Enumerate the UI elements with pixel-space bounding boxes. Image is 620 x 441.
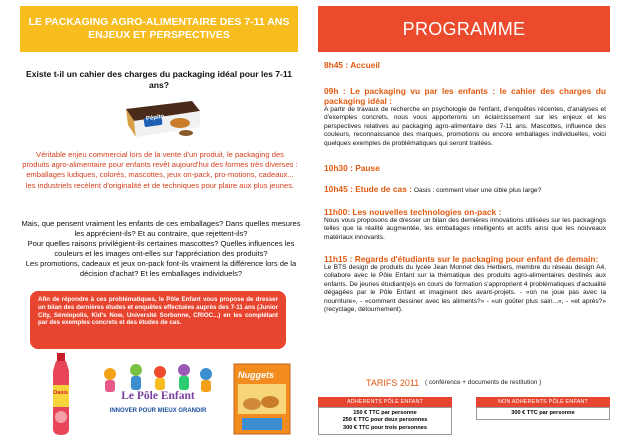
program-heading: 10h45 : Etude de cas : — [324, 184, 412, 194]
adherents-header: ADHERENTS PÔLE ENFANT — [318, 397, 452, 407]
program-item-pause — [324, 163, 606, 173]
price-line: 300 € TTC pour trois personnes — [343, 424, 427, 431]
program-item-accueil — [324, 60, 606, 70]
price-table — [318, 397, 610, 437]
non-adherents-column — [476, 397, 610, 420]
price-line: 250 € TTC pour deux personnes — [342, 417, 428, 424]
program-heading: 8h45 : Accueil — [324, 60, 381, 70]
oasis-bottle-image — [44, 353, 78, 435]
adherents-prices — [318, 407, 452, 435]
nuggets-box-image — [232, 362, 292, 436]
program-item-packaging — [324, 86, 606, 148]
question-line-2: Pour quelles raisons privilégient-ils certaines mascottes? Quelles influences les couleurs et les images ont-elles sur l'appréciation des produits? — [27, 239, 295, 259]
program-item-etudiants — [324, 254, 606, 314]
pole-enfant-logo — [96, 362, 220, 424]
pepito-brand-label: Pépito — [145, 113, 165, 123]
questions-block — [20, 219, 302, 280]
left-header-title: LE PACKAGING AGRO-ALIMENTAIRE DES 7-11 ANS ENJEUX ET PERSPECTIVES — [20, 6, 298, 52]
program-body: Nous vous proposons de dresser un bilan des dernières innovations utilisées sur les packagings telles que la réalité augmentée, les emballages intelligents et actifs ainsi que les nouveaux matériaux innovants. — [324, 217, 606, 241]
program-heading: 10h30 : Pause — [324, 163, 380, 173]
adherents-column — [318, 397, 452, 435]
program-body: Oasis : comment viser une cible plus large? — [413, 187, 542, 194]
program-heading: 11h15 : Regards d'étudiants sur le packaging pour enfant de demain: — [324, 254, 599, 264]
price-line: 150 € TTC par personne — [353, 410, 417, 416]
logo-tagline: INNOVER POUR MIEUX GRANDIR — [109, 408, 207, 414]
main-question: Existe t-il un cahier des charges du packaging idéal pour les 7-11 ans? — [25, 69, 293, 90]
tarifs-note: ( conférence + documents de restitution ) — [425, 379, 542, 386]
program-heading: 09h : Le packaging vu par les enfants : le cahier des charges du packaging idéal : — [324, 86, 606, 106]
intro-paragraph: Véritable enjeu commercial lors de la vente d'un produit, le packaging des produits agro-alimentaire pour enfants revêt aujourd'hui des formes très diverses : emballages ludiques, colorés, mascottes, jeux on-pack, pro-motions, cadeaux... les industriels recèlent d'originalité et de techniques pour plaire aux plus jeunes. — [22, 150, 298, 190]
highlight-box: Afin de répondre à ces problématiques, le Pôle Enfant vous propose de dresser un bilan des dernières études et enquêtes effectuées auprès des 7-11 ans (Junior City, Sémiopolis, Kid's Now, Université Sorbonne, CRIOC...) en les complétant par des exemples concrets et des études de cas. — [30, 291, 286, 349]
non-adherents-header: NON ADHERENTS PÔLE ENFANT — [476, 397, 610, 407]
logo-title: Le Pôle Enfant — [121, 390, 195, 402]
programme-header: PROGRAMME — [318, 6, 610, 52]
question-line-1: Mais, que pensent vraiment les enfants de ces emballages? Dans quelles mesures les apprécient-ils? Et au contraire, que rejettent-ils? — [21, 219, 301, 239]
nuggets-brand-label: Nuggets — [238, 370, 274, 380]
program-item-technologies — [324, 207, 606, 242]
question-line-3: Les promotions, cadeaux et jeux on-pack font-ils vraiment la différence lors de la décision d'achat? Et les emballages individuels? — [25, 259, 297, 279]
non-adherents-price: 300 € TTC par personne — [476, 407, 610, 420]
program-body: A partir de travaux de recherche en psychologie de l'enfant, d'enquêtes récentes, d'analyses et d'exemples concrets, nous vous apporterons un éclaircissement sur les enjeux et les perspectives relatives au packaging agro-alimentaire des 7-11 ans. Mascottes, influence des couleurs, reconnaissance des marques, promotions ou encore emballages individuelles, voici quelques exemples de problématiques qui seront traitées. — [324, 106, 606, 147]
program-heading: 11h00: Les nouvelles technologies on-pack : — [324, 207, 502, 217]
tarifs-title: TARIFS 2011 — [366, 378, 420, 388]
oasis-brand-label: Oasis — [53, 390, 68, 396]
program-body: Le BTS design de produits du lycée Jean Monnet des Herbiers, membre du réseau design A4, collabore avec le Pôle Enfant sur la thématique des produits agro-alimentaires destinés aux enfants. De jeunes étudiant(e)s en cours de formation s'approprient 4 problématiques d'actualité dégagées par le Pôle Enfant et imaginent des avant-projets. - «on ne joue pas avec la nourriture», - «comment dessiner avec les aliments?» - «un goûter plus sain...», - «et après?» (recyclage, détournement). — [324, 264, 606, 314]
program-item-etude — [324, 184, 606, 195]
pepito-product-image — [122, 95, 202, 139]
